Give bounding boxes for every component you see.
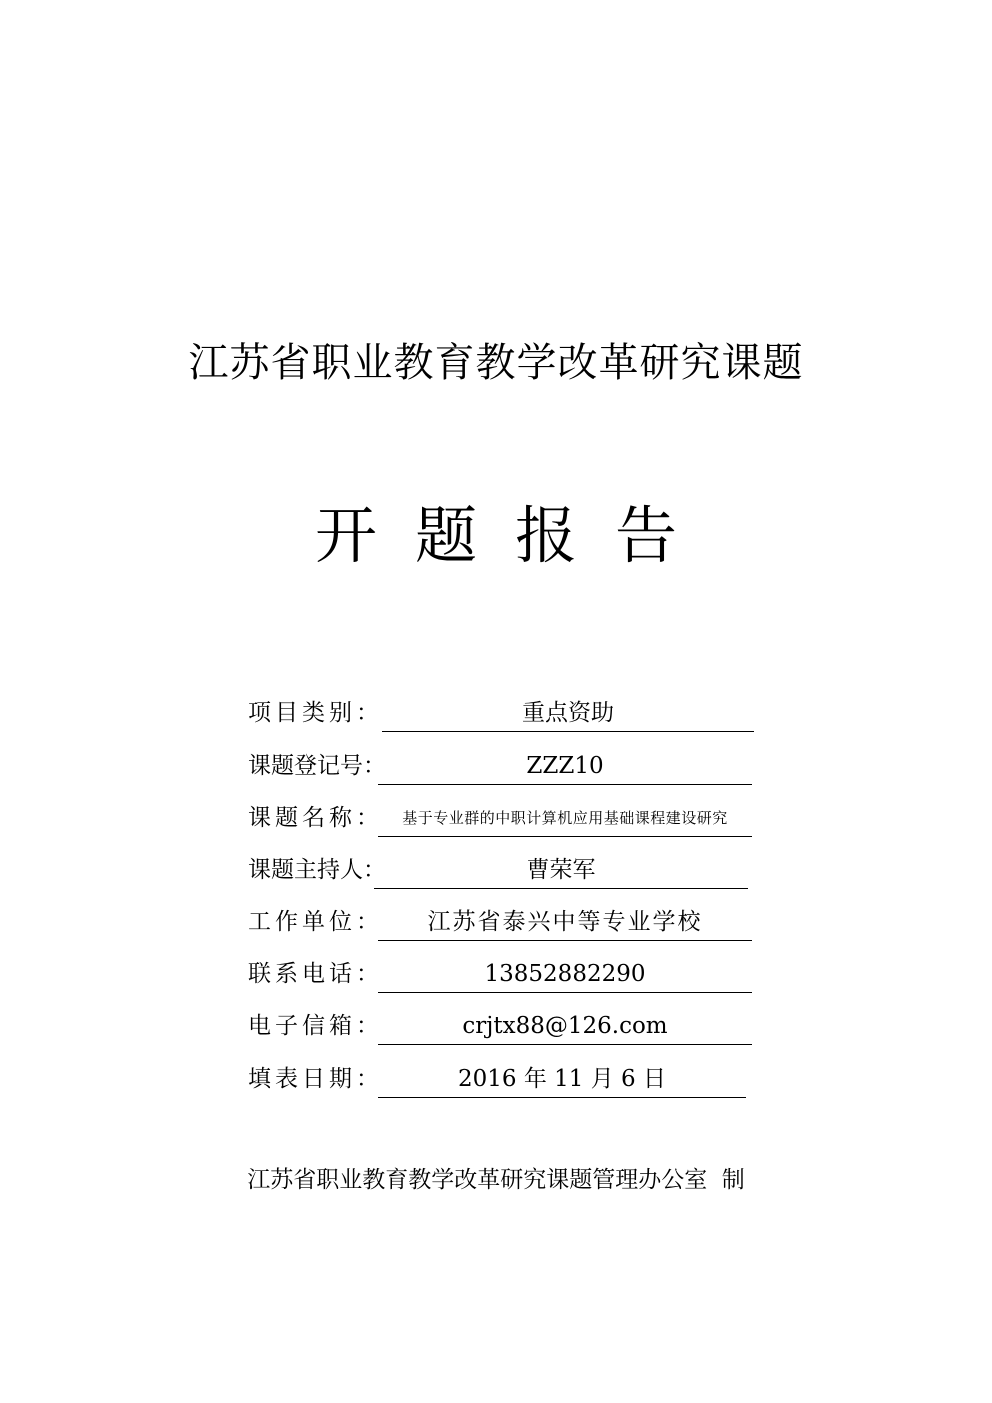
field-value: 基于专业群的中职计算机应用基础课程建设研究	[378, 800, 752, 837]
document-title: 开题报告	[314, 499, 715, 572]
field-label: 联系电话：	[248, 961, 383, 987]
field-label: 工作单位：	[248, 909, 383, 935]
field-project-category	[248, 688, 768, 732]
field-work-unit	[248, 897, 768, 941]
field-phone	[248, 949, 768, 993]
field-project-leader	[248, 845, 768, 889]
field-label: 课题名称：	[248, 805, 383, 831]
document-header: 江苏省职业教育教学改革研究课题	[188, 340, 804, 386]
field-label: 课题登记号：	[248, 753, 386, 779]
field-value: 2016 年 11 月 6 日	[378, 1061, 746, 1098]
field-fill-date	[248, 1054, 768, 1098]
field-value: ZZZ10	[378, 748, 752, 785]
field-label: 填表日期：	[248, 1066, 383, 1092]
field-label: 项目类别：	[248, 700, 383, 726]
field-label: 电子信箱：	[248, 1013, 383, 1039]
field-registration-number	[248, 741, 768, 785]
field-email	[248, 1001, 768, 1045]
document-footer: 江苏省职业教育教学改革研究课题管理办公室 制	[247, 1167, 745, 1193]
field-value: crjtx88@126.com	[378, 1008, 752, 1045]
field-value: 江苏省泰兴中等专业学校	[378, 904, 752, 941]
field-value: 13852882290	[378, 956, 752, 993]
field-project-name	[248, 793, 768, 837]
field-value: 曹荣军	[374, 852, 748, 889]
field-value: 重点资助	[382, 695, 754, 732]
field-label: 课题主持人：	[248, 857, 386, 883]
